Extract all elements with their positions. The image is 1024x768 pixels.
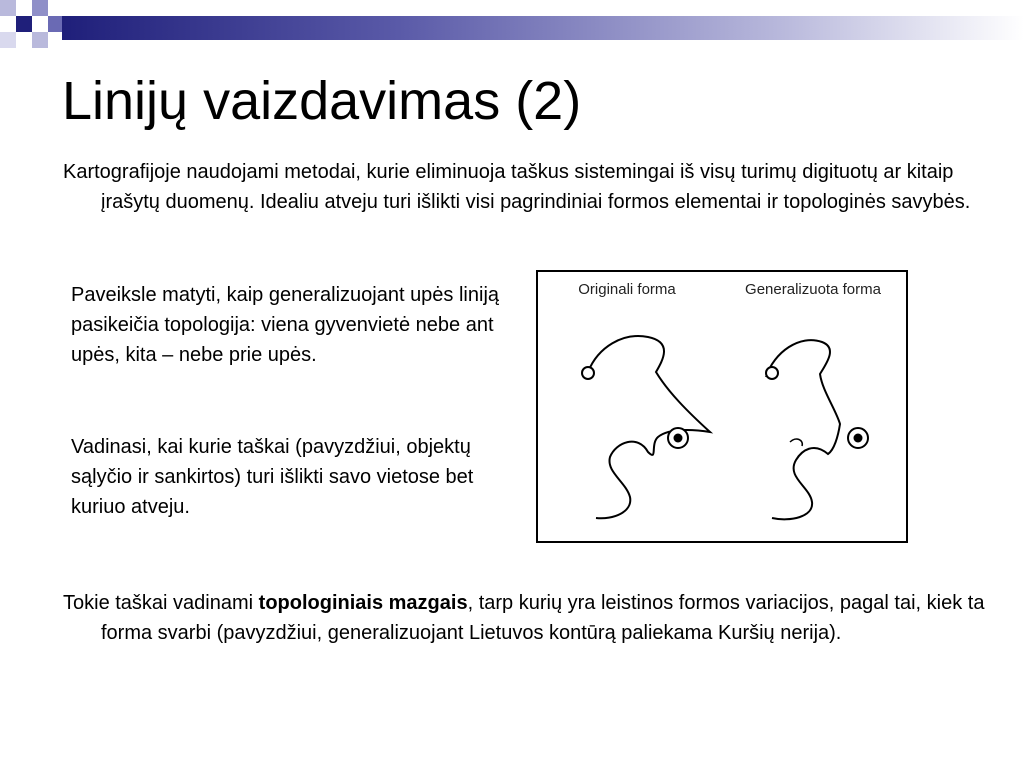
paragraph-topology-change: Paveiksle matyti, kaip generalizuojant upės liniją pasikeičia topologija: viena gyvenvietė nebe ant upės, kita – nebe prie upės. [71,284,500,366]
figure-label-original: Originali forma [578,281,676,298]
deco-square [16,16,32,32]
deco-square [32,32,48,48]
paragraph-intro: Kartografijoje naudojami metodai, kurie eliminuoja taškus sistemingai iš visų turimų digituotų ar kitaip įrašytų duomenų. Idealiu atveju turi išlikti visi pagrindiniai formos elementai ir topologinės savybės. [63,161,971,213]
paragraph4-start: Tokie taškai vadinami [63,592,259,614]
generalized-settlement-target-core [854,434,863,443]
paragraph4-end: , tarp kurių yra leistinos formos variacijos, pagal tai, kiek ta forma svarbi (pavyzdžiui, generalizuojant Lietuvos kontūrą paliekama Kuršių nerija). [101,592,985,644]
original-river-line [588,336,710,518]
original-settlement-open [582,367,594,379]
deco-gradient-bar [62,16,1024,40]
deco-square [0,32,16,48]
deco-square [48,16,62,32]
page-title: Linijų vaizdavimas (2) [62,71,582,131]
generalized-river-fragment [790,439,802,446]
paragraph-topological-nodes [63,588,991,648]
figure-drawing [538,272,906,541]
header-decoration [0,0,1024,60]
term-topological-nodes: topologiniais mazgais [258,592,468,614]
figure-label-generalized: Generalizuota forma [745,281,881,298]
deco-square [32,0,48,16]
generalized-settlement-open [766,367,778,379]
paragraph-fixed-points: Vadinasi, kai kurie taškai (pavyzdžiui, objektų sąlyčio ir sankirtos) turi išlikti savo vietose bet kuriuo atveju. [71,436,474,518]
original-settlement-target-core [674,434,683,443]
deco-square [0,0,16,16]
generalized-river-line [766,340,840,519]
generalization-figure [536,270,908,543]
